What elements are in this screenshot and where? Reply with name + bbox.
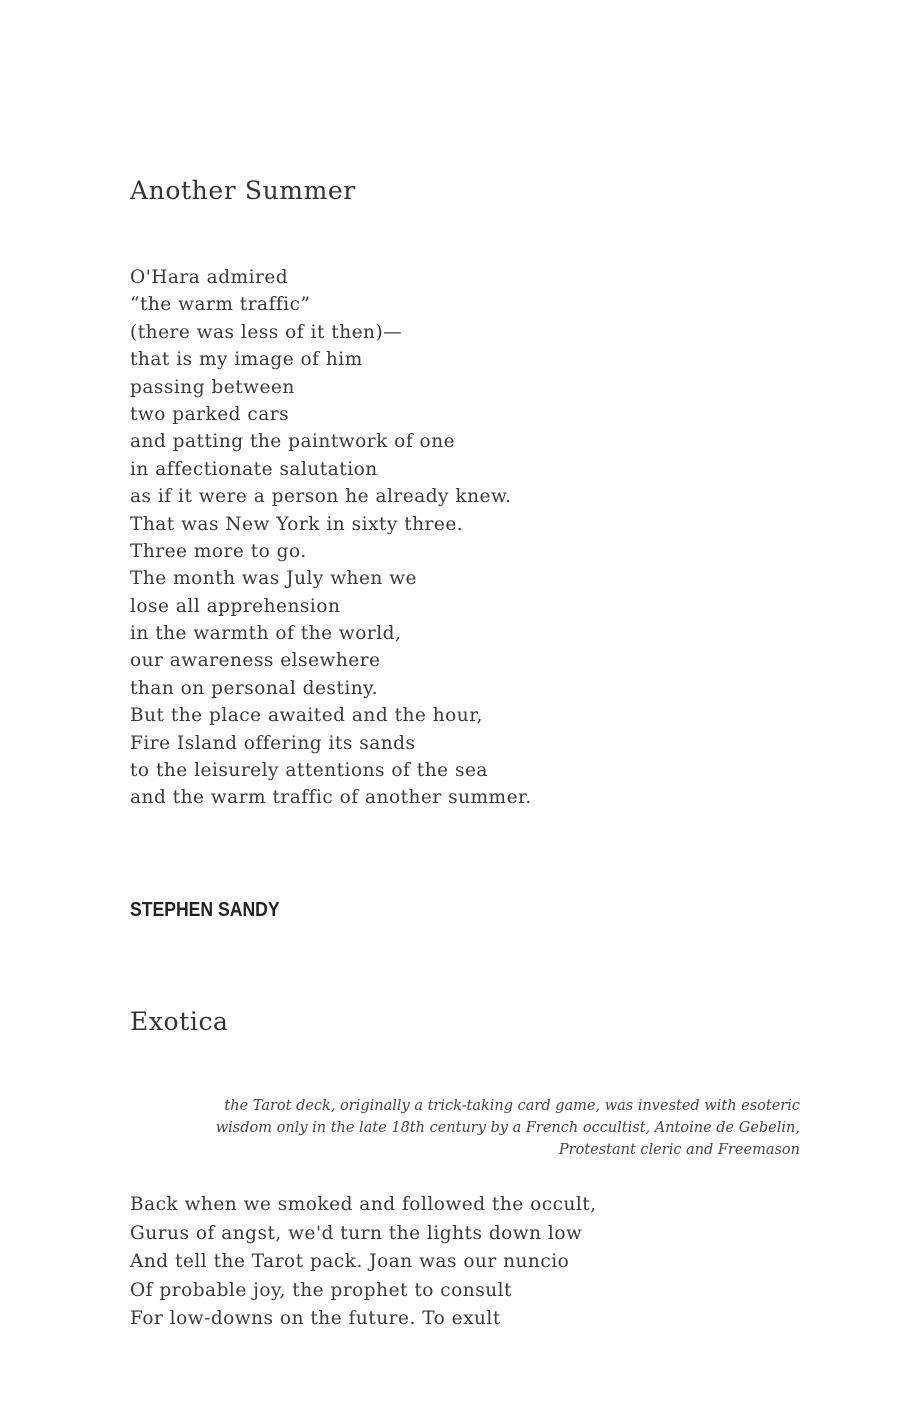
poem-line: in the warmth of the world, [130,623,402,645]
poem-line: two parked cars [130,403,290,425]
poem-line: lose all apprehension [130,595,341,617]
poem-body-exotica [130,1191,597,1334]
poem-line: in affectionate salutation [130,458,378,480]
poem-line: and patting the paintwork of one [130,431,456,453]
poem-line: than on personal destiny. [130,677,379,699]
poem-line: And tell the Tarot pack. Joan was our nuncio [130,1251,570,1272]
epigraph-line: the Tarot deck, originally a trick-taking card game, was invested with esoteric [224,1098,800,1114]
poem-line: that is my image of him [130,349,363,371]
poem-line: (there was less of it then)— [130,321,403,343]
poem-line: “the warm traffic” [130,294,311,316]
poem-title-exotica: Exotica [130,1007,229,1036]
epigraph [130,1095,800,1161]
epigraph-line: wisdom only in the late 18th century by a French occultist, Antoine de Gebelin, [215,1120,800,1136]
poem-line: But the place awaited and the hour, [130,705,483,727]
poem-line: passing between [130,376,295,398]
author-name: STEPHEN SANDY [130,899,280,921]
poem-line: Fire Island offering its sands [130,732,416,754]
epigraph-line: Protestant cleric and Freemason [558,1142,800,1158]
poem-line: That was New York in sixty three. [130,513,464,535]
poem-line: Of probable joy, the prophet to consult [130,1279,512,1301]
poem-body-another-summer [130,264,532,812]
poem-line: Three more to go. [130,540,307,562]
poem-line: and the warm traffic of another summer. [130,787,532,809]
poem-line: Gurus of angst, we'd turn the lights down low [130,1222,583,1244]
poem-line: Back when we smoked and followed the occult, [130,1194,597,1215]
poem-line: to the leisurely attentions of the sea [130,760,488,782]
poem-title-another-summer: Another Summer [130,176,356,205]
poem-line: our awareness elsewhere [130,650,381,672]
poem-line: For low-downs on the future. To exult [130,1308,501,1329]
poem-line: The month was July when we [130,568,418,590]
poem-line: as if it were a person he already knew. [130,486,512,508]
poem-line: O'Hara admired [130,267,289,288]
